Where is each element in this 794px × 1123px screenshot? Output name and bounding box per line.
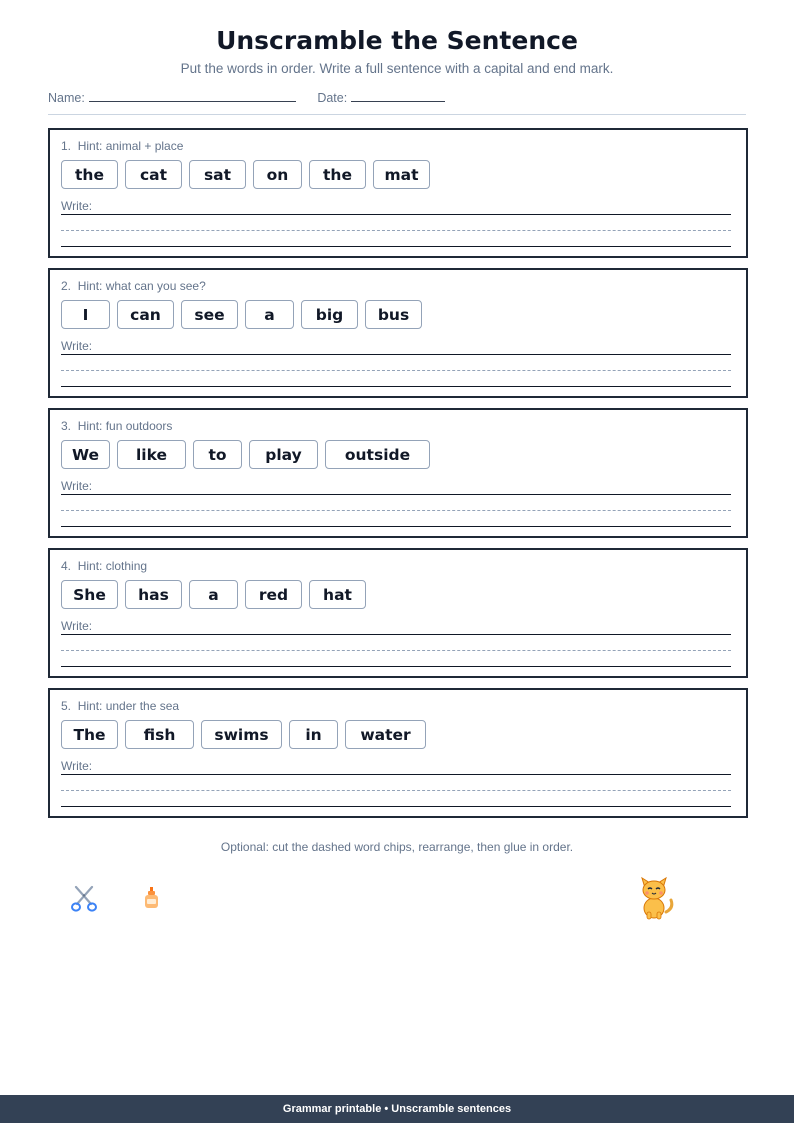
exercise-hint: 4. Hint: clothing — [61, 559, 148, 573]
writing-line-mid — [61, 230, 731, 231]
page-footer: Grammar printable • Unscramble sentences — [0, 1095, 794, 1123]
writing-line-mid — [61, 370, 731, 371]
header-divider — [48, 114, 746, 115]
writing-line-base — [61, 666, 731, 667]
page-subtitle: Put the words in order. Write a full sentence with a capital and end mark. — [180, 61, 614, 76]
scissors-icon — [58, 872, 110, 924]
word-chip[interactable]: swims — [201, 720, 282, 749]
word-chip[interactable]: the — [61, 160, 118, 189]
writing-line-mid — [61, 650, 731, 651]
write-label: Write: — [61, 199, 93, 213]
word-chip[interactable]: a — [245, 300, 294, 329]
writing-line-base — [61, 246, 731, 247]
page-title: Unscramble the Sentence — [216, 26, 578, 55]
word-chip[interactable]: has — [125, 580, 182, 609]
word-chip[interactable]: She — [61, 580, 118, 609]
writing-line-top[interactable] — [61, 634, 731, 635]
word-chip[interactable]: to — [193, 440, 242, 469]
name-date-row — [48, 91, 445, 105]
word-chip[interactable]: in — [289, 720, 338, 749]
optional-instruction: Optional: cut the dashed word chips, rearrange, then glue in order. — [220, 840, 574, 854]
writing-line-top[interactable] — [61, 214, 731, 215]
word-chip[interactable]: big — [301, 300, 358, 329]
writing-line-mid — [61, 790, 731, 791]
writing-line-top[interactable] — [61, 354, 731, 355]
word-chips — [61, 300, 422, 329]
word-chip[interactable]: cat — [125, 160, 182, 189]
date-label: Date: — [317, 91, 348, 105]
word-chips — [61, 580, 366, 609]
word-chips — [61, 160, 430, 189]
word-chips — [61, 720, 426, 749]
name-field[interactable] — [89, 91, 296, 102]
glue-bottle-icon — [130, 876, 174, 920]
name-label: Name: — [48, 91, 85, 105]
word-chip[interactable]: sat — [189, 160, 246, 189]
exercise-hint: 1. Hint: animal + place — [61, 139, 184, 153]
exercise-card-4 — [48, 548, 748, 678]
write-label: Write: — [61, 479, 93, 493]
write-label: Write: — [61, 759, 93, 773]
exercise-card-5 — [48, 688, 748, 818]
word-chip[interactable]: like — [117, 440, 186, 469]
word-chip[interactable]: red — [245, 580, 302, 609]
word-chip[interactable]: a — [189, 580, 238, 609]
word-chip[interactable]: the — [309, 160, 366, 189]
word-chip[interactable]: We — [61, 440, 110, 469]
writing-line-base — [61, 386, 731, 387]
word-chips — [61, 440, 430, 469]
word-chip[interactable]: play — [249, 440, 318, 469]
cat-icon — [622, 868, 686, 924]
exercise-hint: 3. Hint: fun outdoors — [61, 419, 173, 433]
exercise-card-2 — [48, 268, 748, 398]
word-chip[interactable]: fish — [125, 720, 194, 749]
writing-line-top[interactable] — [61, 774, 731, 775]
word-chip[interactable]: see — [181, 300, 238, 329]
word-chip[interactable]: bus — [365, 300, 422, 329]
word-chip[interactable]: on — [253, 160, 302, 189]
word-chip[interactable]: water — [345, 720, 426, 749]
writing-line-base — [61, 806, 731, 807]
word-chip[interactable]: I — [61, 300, 110, 329]
writing-line-mid — [61, 510, 731, 511]
write-label: Write: — [61, 619, 93, 633]
exercise-hint: 5. Hint: under the sea — [61, 699, 180, 713]
exercise-hint: 2. Hint: what can you see? — [61, 279, 206, 293]
word-chip[interactable]: hat — [309, 580, 366, 609]
writing-line-top[interactable] — [61, 494, 731, 495]
word-chip[interactable]: can — [117, 300, 174, 329]
exercise-card-1 — [48, 128, 748, 258]
date-field[interactable] — [351, 91, 445, 102]
writing-line-base — [61, 526, 731, 527]
write-label: Write: — [61, 339, 93, 353]
exercise-card-3 — [48, 408, 748, 538]
word-chip[interactable]: outside — [325, 440, 430, 469]
word-chip[interactable]: mat — [373, 160, 430, 189]
word-chip[interactable]: The — [61, 720, 118, 749]
